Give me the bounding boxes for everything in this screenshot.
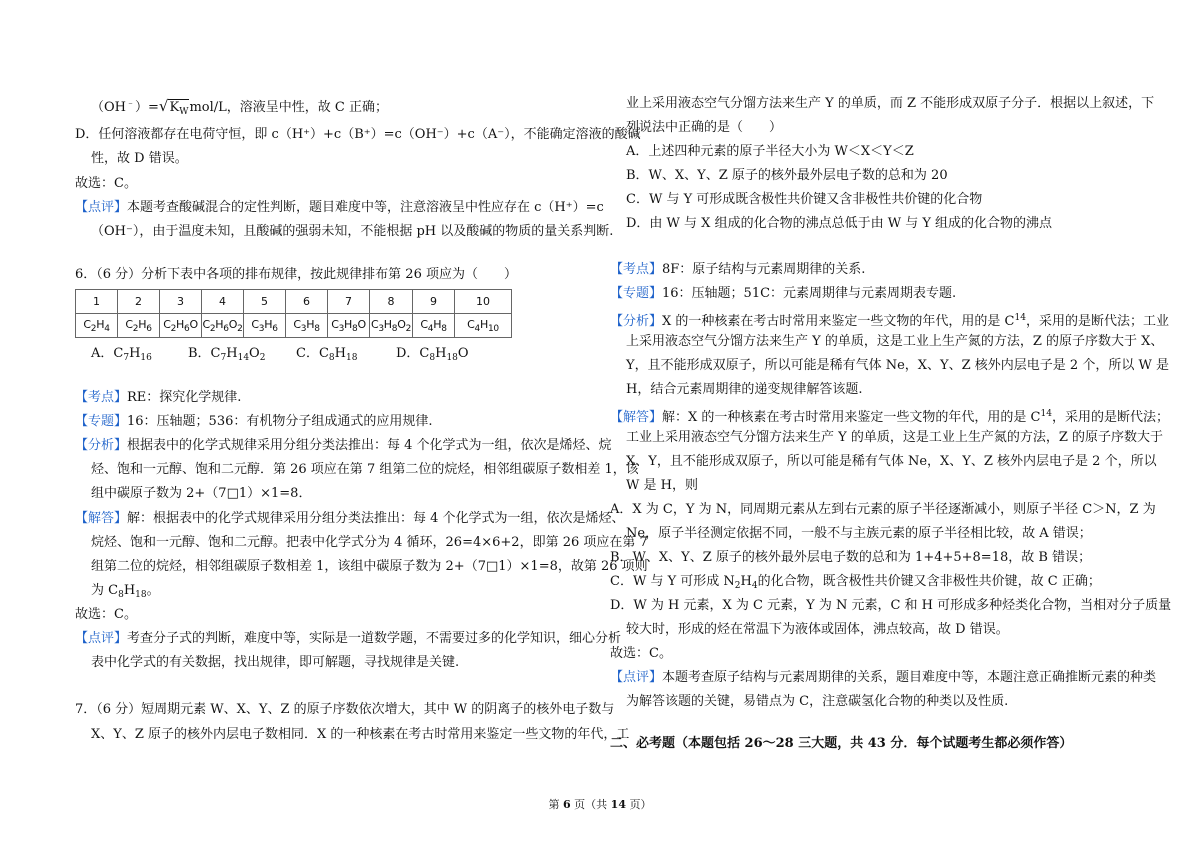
table-cell: 8 <box>370 290 413 314</box>
table-cell: $C_2H_6$ <box>118 314 160 338</box>
table-cell: 1 <box>76 290 118 314</box>
q6-dianping-line-2: 表中化学式的有关数据，找出规律，即可解题，寻找规律是关键. <box>91 655 460 670</box>
q7-jieda-line-2: 工业上采用液态空气分馏方法来生产 Y 的单质，这是工业上生产氮的方法，Z 的原子序数大于 <box>626 430 1164 445</box>
table-cell: 3 <box>160 290 202 314</box>
q7-stem-line-4: 列说法中正确的是（ ） <box>626 120 783 135</box>
section-title: 二、必考题（本题包括 26～28 三大题，共 43 分．每个试题考生都必须作答） <box>610 736 1073 751</box>
table-cell: $C_3H_8$ <box>286 314 328 338</box>
q6-fenxi-line-1: 【分析】根据表中的化学式规律采用分组分类法推出：每 4 个化学式为一组，依次是烯烃、烷 <box>75 438 612 453</box>
q7-analysis-b: B．W、X、Y、Z 原子的核外最外层电子数的总和为 1+4+5+8=18，故 B 错误； <box>610 550 1092 565</box>
q6-option-c: C．$C_8H_{18}$ <box>296 346 358 363</box>
q7-fenxi-line-4: H，结合元素周期律的递变规律解答该题. <box>626 382 863 397</box>
table-cell: 2 <box>118 290 160 314</box>
q6-kaodian: 【考点】RE：探究化学规律. <box>75 390 242 405</box>
table-formula-row <box>76 314 512 338</box>
table-cell: $C_3H_8O_2$ <box>370 314 413 338</box>
q7-fenxi-line-1: 【分析】X 的一种核素在考古时常用来鉴定一些文物的年代，用的是 $C^{14}$，采用的是断代法；工业 <box>610 313 1169 329</box>
page-footer: 第 6 页（共 14 页） <box>548 798 652 811</box>
table-cell: $C_4H_{10}$ <box>455 314 512 338</box>
q7-analysis-a-line-2: Ne，原子半径测定依据不同，一般不与主族元素的原子半径相比较，故 A 错误； <box>626 526 1092 541</box>
q7-analysis-d-line-1: D．W 为 H 元素，X 为 C 元素，Y 为 N 元素，C 和 H 可形成多种烃类化合物，当相对分子质量 <box>610 598 1172 613</box>
table-cell: 4 <box>202 290 244 314</box>
sqrt-kw: $K_W$ <box>169 100 189 117</box>
comment-tag: 【点评】 <box>75 200 128 215</box>
q6-option-a: A．$C_7H_{16}$ <box>91 346 152 363</box>
q6-zhuanti: 【专题】16：压轴题；536：有机物分子组成通式的应用规律. <box>75 414 433 429</box>
q7-dianping-line-2: 为解答该题的关键，易错点为 C，注意碳氢化合物的种类以及性质. <box>626 694 1009 709</box>
q7-jieda-line-4: W 是 H，则 <box>626 478 698 493</box>
page-total: 14 <box>610 798 626 811</box>
table-cell: 6 <box>286 290 328 314</box>
q7-option-d: D．由 W 与 X 组成的化合物的沸点总低于由 W 与 Y 组成的化合物的沸点 <box>626 216 1053 231</box>
table-cell: $C_3H_6$ <box>244 314 286 338</box>
q7-analysis-a-line-1: A．X 为 C，Y 为 N，同周期元素从左到右元素的原子半径逐渐减小，则原子半径 C＞N，Z 为 <box>610 502 1156 517</box>
table-cell: $C_3H_8O$ <box>328 314 370 338</box>
q5-option-d-line-1: D．任何溶液都存在电荷守恒，即 c（H⁺）+c（B⁺）=c（OH⁻）+c（A⁻），不能确定溶液的酸碱 <box>75 127 641 142</box>
sqrt-sign: √ <box>158 97 169 115</box>
q6-jieda-line-1: 【解答】解：根据表中的化学式规律采用分组分类法推出：每 4 个化学式为一组，依次是烯烃、 <box>75 511 625 526</box>
q5-tail-line-1: $(OH^﹣)=√K_Wmol/L$，溶液呈中性，故 C 正确； <box>91 97 389 117</box>
q5-comment-line-1: 【点评】本题考查酸碱混合的定性判断，题目难度中等，注意溶液呈中性应存在 c（H⁺）=c <box>75 200 604 215</box>
q6-dianping-line-1: 【点评】考查分子式的判断，难度中等，实际是一道数学题，不需要过多的化学知识，细心分析 <box>75 631 622 646</box>
table-cell: $C_2H_6O$ <box>160 314 202 338</box>
q7-fenxi-line-2: 上采用液态空气分馏方法来生产 Y 的单质，这是工业上生产氮的方法，Z 的原子序数大于 X、 <box>626 334 1164 349</box>
table-header-row <box>76 290 512 314</box>
q7-answer: 故选：C。 <box>610 646 672 661</box>
q7-option-a: A．上述四种元素的原子半径大小为 W＜X＜Y＜Z <box>626 144 914 159</box>
q6-series-table <box>75 289 512 338</box>
q6-fenxi-line-3: 组中碳原子数为 2+（7□1）×1=8． <box>91 486 312 501</box>
q5-option-d-line-2: 性，故 D 错误。 <box>91 151 188 166</box>
table-cell: 10 <box>455 290 512 314</box>
table-cell: $C_2H_4$ <box>76 314 118 338</box>
q7-stem-line-3: 业上采用液态空气分馏方法来生产 Y 的单质，而 Z 不能形成双原子分子．根据以上叙述，下 <box>626 96 1155 111</box>
q7-stem-line-2: X、Y、Z 原子的核外内层电子数相同．X 的一种核素在考古时常用来鉴定一些文物的年代，工 <box>91 727 630 742</box>
table-cell: 5 <box>244 290 286 314</box>
table-cell: 7 <box>328 290 370 314</box>
q7-analysis-d-line-2: 较大时，形成的烃在常温下为液体或固体，沸点较高，故 D 错误。 <box>626 622 1009 637</box>
q5-comment-line-2: （OH⁻），由于温度未知，且酸碱的强弱未知，不能根据 pH 以及酸碱的物质的量关系判断. <box>91 224 614 239</box>
q5-answer: 故选：C。 <box>75 176 137 191</box>
q6-answer: 故选：C。 <box>75 607 137 622</box>
q7-stem-line-1: 7．（6 分）短周期元素 W、X、Y、Z 的原子序数依次增大，其中 W 的阴离子的核外电子数与 <box>75 702 615 717</box>
q7-dianping-line-1: 【点评】本题考查原子结构与元素周期律的关系，题目难度中等，本题注意正确推断元素的种类 <box>610 670 1157 685</box>
q6-jieda-line-2: 烷烃、饱和一元醇、饱和二元醇。把表中化学式分为 4 循环，26=4×6+2，即第 26 项应在第 7 <box>91 535 648 550</box>
q6-stem: 6．（6 分）分析下表中各项的排布规律，按此规律排布第 26 项应为（ ） <box>75 267 517 282</box>
table-cell: 9 <box>413 290 455 314</box>
q7-analysis-c: C．W 与 Y 可形成 $N_2H_4$的化合物，既含极性共价键又含非极性共价键，故 C 正确； <box>610 574 1101 591</box>
q7-option-c: C．W 与 Y 可形成既含极性共价键又含非极性共价键的化合物 <box>626 192 983 207</box>
q7-jieda-line-1: 【解答】解：X 的一种核素在考古时常用来鉴定一些文物的年代，用的是 $C^{14}$，采用的是断代法； <box>610 409 1169 425</box>
table-cell: $C_2H_6O_2$ <box>202 314 244 338</box>
q7-zhuanti: 【专题】16：压轴题；51C：元素周期律与元素周期表专题. <box>610 286 957 301</box>
q6-fenxi-line-2: 烃、饱和一元醇、饱和二元醇．第 26 项应在第 7 组第二位的烷烃，相邻组碳原子数相差 1，该 <box>91 462 639 477</box>
q6-jieda-line-4: 为 $C_8H_{18}$。 <box>91 583 160 600</box>
q7-fenxi-line-3: Y，且不能形成双原子，所以可能是稀有气体 Ne，X、Y、Z 核外内层电子是 2 个，所以 W 是 <box>626 358 1169 373</box>
page-number: 6 <box>563 798 571 811</box>
q6-option-d: D．$C_8H_{18}O$ <box>396 346 469 363</box>
q6-option-b: B．$C_7H_{14}O_2$ <box>188 346 266 363</box>
q7-jieda-line-3: X、Y，且不能形成双原子，所以可能是稀有气体 Ne，X、Y、Z 核外内层电子是 2 个，所以 <box>626 454 1157 469</box>
table-cell: $C_4H_8$ <box>413 314 455 338</box>
q6-jieda-line-3: 组第二位的烷烃，相邻组碳原子数相差 1，该组中碳原子数为 2+（7□1）×1=8，故第 26 项则 <box>91 559 648 574</box>
q7-kaodian: 【考点】8F：原子结构与元素周期律的关系. <box>610 262 866 277</box>
q7-option-b: B．W、X、Y、Z 原子的核外最外层电子数的总和为 20 <box>626 168 948 183</box>
